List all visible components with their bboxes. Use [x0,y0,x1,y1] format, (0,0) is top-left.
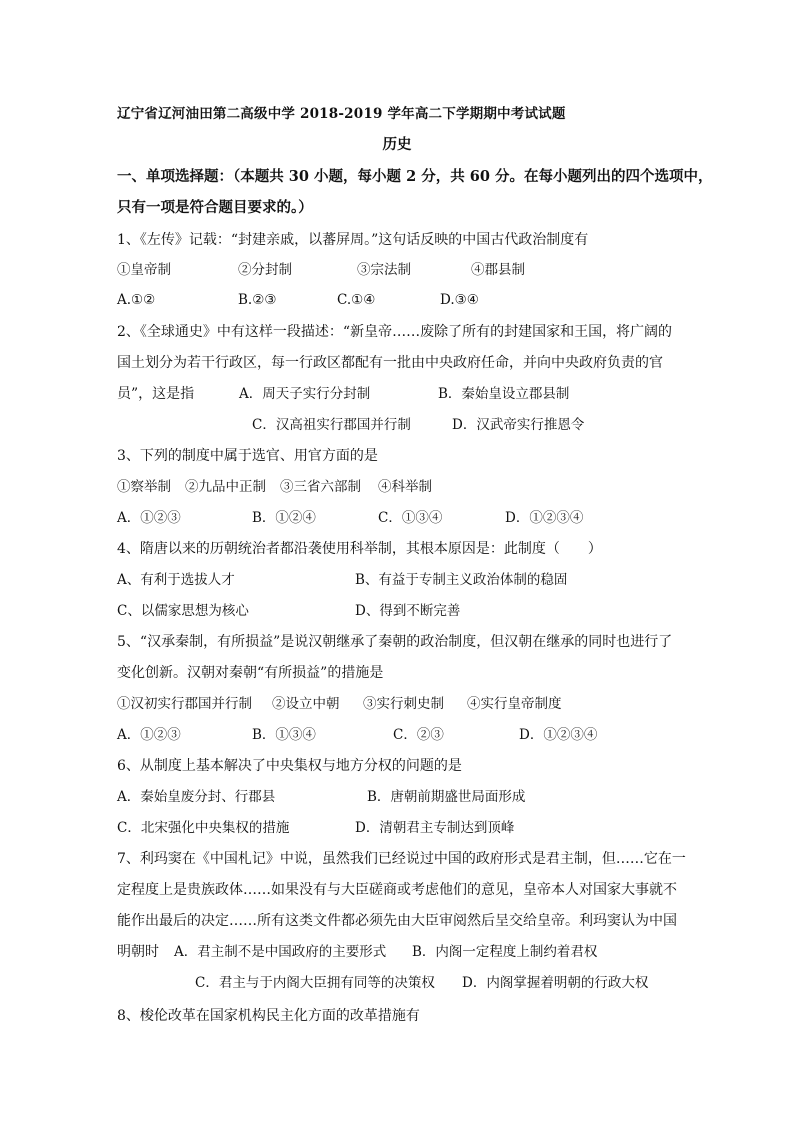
q1-item: ②分封制 [238,262,292,278]
q3-option: B．①②④ [252,510,316,526]
q7-option: C．君主与于内阁大臣拥有同等的决策权 [195,975,435,991]
q3-item: ④科举制 [378,479,432,495]
q1-option: B.②③ [238,292,277,308]
q6-option: D．清朝君主专制达到顶峰 [355,820,515,836]
q3-option: C．①③④ [378,510,443,526]
q5-option: C．②③ [393,727,444,743]
q6-option: B．唐朝前期盛世局面形成 [367,789,526,805]
q3-item: ③三省六部制 [280,479,361,495]
q5-option: D．①②③④ [519,727,598,743]
q5-item: ③实行刺史制 [363,696,444,712]
q7-option: B．内阁一定程度上制约着君权 [412,944,598,960]
q1-item: ①皇帝制 [117,262,171,278]
q2-stem-line1: 2、《全球通史》中有这样一段描述：“新皇帝……废除了所有的封建国家和王国，将广阔的 [117,324,673,340]
q5-item: ④实行皇帝制度 [467,696,562,712]
q2-stem-line2: 国土划分为若干行政区，每一行政区都配有一批由中央政府任命，并向中央政府负责的官 [117,355,663,371]
q5-option: A．①②③ [117,727,181,743]
q1-option: D.③④ [440,292,479,308]
q7-stem-line3: 能作出最后的决定……所有这类文件都必须先由大臣审阅然后呈交给皇帝。利玛窦认为中国 [117,913,677,929]
q5-option: B．①③④ [252,727,316,743]
q3-item: ②九品中正制 [185,479,266,495]
q7-stem-text: 明朝时 [117,944,159,960]
q5-stem-line1: 5、“汉承秦制，有所损益”是说汉朝继承了秦朝的政治制度，但汉朝在继承的同时也进行了 [117,634,673,650]
q4-option: B、有益于专制主义政治体制的稳固 [355,572,568,588]
q2-option: C．汉高祖实行郡国并行制 [252,417,411,433]
q6-stem: 6、从制度上基本解决了中央集权与地方分权的问题的是 [117,758,462,774]
section-heading-line2: 只有一项是符合题目要求的。） [117,199,313,216]
q8-stem: 8、梭伦改革在国家机构民主化方面的改革措施有 [117,1008,420,1024]
section-heading-line1: 一、单项选择题：（本题共 30 小题，每小题 2 分，共 60 分。在每小题列出的四个选项中， [117,168,713,185]
q5-item: ①汉初实行郡国并行制 [117,696,252,712]
exam-title: 辽宁省辽河油田第二高级中学 2018-2019 学年高二下学期期中考试试题 [117,106,566,122]
q4-stem: 4、隋唐以来的历朝统治者都沿袭使用科举制，其根本原因是：此制度（ ） [117,541,602,557]
q3-stem: 3、下列的制度中属于选官、用官方面的是 [117,448,378,464]
q2-stem-line3 [117,384,570,404]
q2-option: D．汉武帝实行推恩令 [452,417,585,433]
q6-option: A．秦始皇废分封、行郡县 [117,789,276,805]
q7-option: D．内阁掌握着明朝的行政大权 [462,975,649,991]
q7-stem-line2: 定程度上是贵族政体……如果没有与大臣磋商或考虑他们的意见，皇帝本人对国家大事就不 [117,882,677,898]
q2-option: B．秦始皇设立郡县制 [438,386,570,402]
q2-stem-text: 员”，这是指 [117,386,195,402]
q4-option: D、得到不断完善 [355,603,461,619]
q3-item: ①察举制 [117,479,171,495]
subject-title: 历史 [382,136,412,153]
q5-item: ②设立中朝 [272,696,340,712]
q4-option: A、有利于选拔人才 [117,572,235,588]
q1-item: ④郡县制 [471,262,525,278]
q1-item: ③宗法制 [357,262,411,278]
q6-option: C．北宋强化中央集权的措施 [117,820,290,836]
q7-stem-line1: 7、利玛窦在《中国札记》中说，虽然我们已经说过中国的政府形式是君主制，但……它在一 [117,851,686,867]
q5-stem-line2: 变化创新。汉朝对秦朝“有所损益”的措施是 [117,665,384,681]
q1-stem: 1、《左传》记载：“封建亲戚，以蕃屏周。”这句话反映的中国古代政治制度有 [117,232,589,248]
q1-option: A.①② [117,292,156,308]
q1-option: C.①④ [337,292,376,308]
q4-option: C、以儒家思想为核心 [117,603,249,619]
q7-option: A．君主制不是中国政府的主要形式 [174,944,387,960]
q2-option: A．周天子实行分封制 [239,386,371,402]
q7-stem-line4 [117,942,598,962]
q3-option: A．①②③ [117,510,181,526]
q3-option: D．①②③④ [505,510,584,526]
